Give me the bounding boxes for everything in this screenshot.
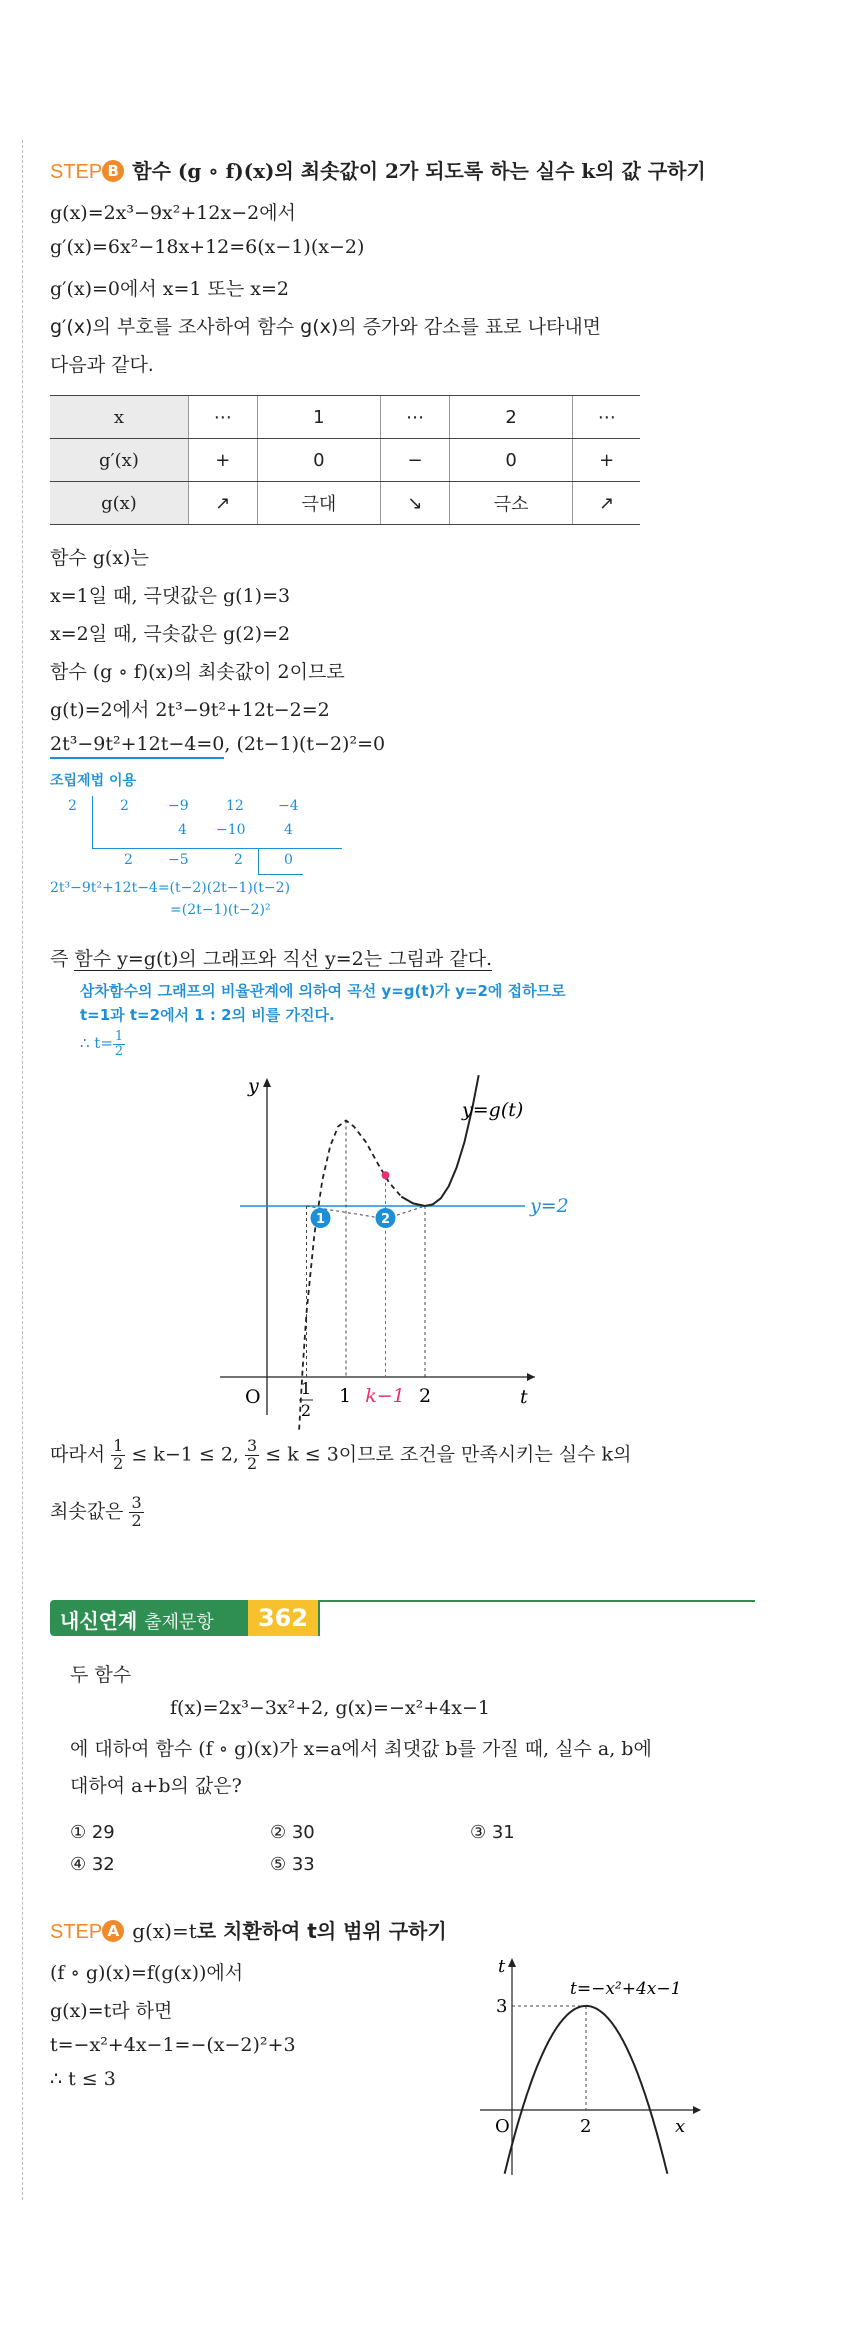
conclusion-text: 최솟값은 xyxy=(50,1500,124,1523)
x-axis-arrow xyxy=(693,2106,701,2114)
synthetic-cell: 4 xyxy=(178,822,187,838)
y-axis-label: y xyxy=(248,1075,259,1097)
hint-line xyxy=(80,1030,125,1058)
equation-rest: , (2t−1)(t−2)²=0 xyxy=(224,733,386,755)
tick-1: 1 xyxy=(338,1385,352,1407)
denominator: 2 xyxy=(113,1453,124,1473)
text-line: (f ∘ g)(x)=f(g(x))에서 xyxy=(50,1962,244,1984)
table-cell: 2 xyxy=(449,396,573,439)
table-cell: 극소 xyxy=(449,482,573,525)
step-badge: A xyxy=(102,1920,124,1942)
text-line: g′(x)의 부호를 조사하여 함수 g(x)의 증가와 감소를 표로 나타내면 xyxy=(50,316,602,338)
t-axis-arrow xyxy=(527,1373,535,1381)
text-line: 다음과 같다. xyxy=(50,354,154,376)
tick-3: 3 xyxy=(496,1996,508,2017)
table-cell: 1 xyxy=(257,396,381,439)
choice-2[interactable]: ② 30 xyxy=(270,1822,315,1843)
text-line: x=1일 때, 극댓값은 g(1)=3 xyxy=(50,585,291,607)
conclusion-text: ≤ k ≤ 3이므로 조건을 만족시키는 실수 k의 xyxy=(265,1443,632,1466)
table-cell: ↘ xyxy=(381,482,450,525)
table-cell: + xyxy=(188,439,257,482)
choice-5[interactable]: ⑤ 33 xyxy=(270,1854,315,1875)
choice-1[interactable]: ① 29 xyxy=(70,1822,115,1843)
step-label: STEP xyxy=(50,161,103,183)
synthetic-bar xyxy=(92,796,93,848)
step-title: 함수 (g ∘ f)(x)의 최솟값이 2가 되도록 하는 실수 k의 값 구하기 xyxy=(132,159,706,183)
synthetic-cell: −4 xyxy=(278,798,299,814)
table-cell: ↗ xyxy=(573,482,640,525)
step-title-math: g(x)=t xyxy=(132,1919,197,1943)
step-b-heading xyxy=(50,155,706,184)
factor-line: =(2t−1)(t−2)² xyxy=(170,902,271,918)
table-cell: ⋯ xyxy=(573,396,640,439)
fraction xyxy=(113,1030,125,1058)
t-axis-label: t xyxy=(520,1386,528,1408)
denominator: 2 xyxy=(247,1453,258,1473)
conclusion-line xyxy=(50,1495,144,1530)
synthetic-cell: 2 xyxy=(120,798,129,814)
synthetic-cell: −10 xyxy=(216,822,246,838)
problem-line: 대하여 a+b의 값은? xyxy=(70,1775,242,1797)
text-line: g′(x)=0에서 x=1 또는 x=2 xyxy=(50,278,290,300)
fraction xyxy=(111,1438,125,1473)
increase-decrease-table xyxy=(50,395,640,525)
tangent-point-marker xyxy=(382,1171,390,1179)
underlined-equation: 2t³−9t²+12t−4=0 xyxy=(50,733,224,759)
table-cell: 0 xyxy=(257,439,381,482)
cubic-graph xyxy=(0,1060,844,1430)
step-a-heading xyxy=(50,1915,447,1944)
equation-line xyxy=(50,733,385,755)
text-line: x=2일 때, 극솟값은 g(2)=2 xyxy=(50,623,291,645)
text-line: t=−x²+4x−1=−(x−2)²+3 xyxy=(50,2034,296,2056)
point-marker-2-label: 2 xyxy=(380,1212,391,1227)
line-y2-label: y=2 xyxy=(530,1195,569,1217)
conclusion-text: ≤ k−1 ≤ 2, xyxy=(131,1443,239,1466)
synthetic-title: 조립제법 이용 xyxy=(50,773,137,789)
section-rule xyxy=(320,1600,755,1602)
graph1-axes xyxy=(220,1078,535,1415)
origin-label: O xyxy=(245,1386,261,1408)
table-cell: 극대 xyxy=(257,482,381,525)
choice-4[interactable]: ④ 32 xyxy=(70,1854,115,1875)
origin-label: O xyxy=(495,2116,510,2137)
denominator: 2 xyxy=(131,1510,142,1530)
cubic-curve-solid xyxy=(401,1075,478,1206)
synthetic-division xyxy=(50,796,320,876)
tick-half-num: 1 xyxy=(300,1379,312,1398)
parabola-graph xyxy=(460,1950,740,2180)
step-title: 로 치환하여 t의 범위 구하기 xyxy=(196,1919,447,1943)
t-axis-arrow xyxy=(508,1958,516,1967)
text-line: 함수 g(x)는 xyxy=(50,547,149,569)
table-cell: + xyxy=(573,439,640,482)
synthetic-cell: 12 xyxy=(226,798,244,814)
synthetic-rule xyxy=(92,848,342,849)
table-row xyxy=(50,396,640,439)
numerator: 3 xyxy=(131,1493,142,1512)
hint-line: 삼차함수의 그래프의 비율관계에 의하여 곡선 y=g(t)가 y=2에 접하므로 xyxy=(80,982,566,1000)
text-line: ∴ t ≤ 3 xyxy=(50,2068,116,2090)
table-row xyxy=(50,439,640,482)
factor-line: 2t³−9t²+12t−4=(t−2)(2t−1)(t−2) xyxy=(50,880,291,896)
synthetic-cell: −9 xyxy=(168,798,189,814)
table-cell: g(x) xyxy=(50,482,188,525)
synthetic-remainder-box xyxy=(258,848,303,875)
curve-label: y=g(t) xyxy=(462,1099,524,1121)
graph-note xyxy=(50,944,492,971)
numerator: 1 xyxy=(114,1029,124,1044)
tick-2: 2 xyxy=(418,1385,432,1407)
hint-line: t=1과 t=2에서 1 : 2의 비를 가진다. xyxy=(80,1006,335,1024)
table-cell: ↗ xyxy=(188,482,257,525)
table-cell: − xyxy=(381,439,450,482)
synthetic-divisor: 2 xyxy=(68,798,77,814)
problem-line: 두 함수 xyxy=(70,1664,132,1686)
step-label: STEP xyxy=(50,1921,103,1943)
synthetic-cell: −5 xyxy=(168,852,189,868)
graph-note-underlined: 함수 y=g(t)의 그래프와 직선 y=2는 그림과 같다. xyxy=(74,948,493,970)
tick-half-den: 2 xyxy=(300,1401,312,1420)
section-title xyxy=(60,1605,214,1634)
synthetic-cell: 4 xyxy=(284,822,293,838)
tick-k-minus-1: k−1 xyxy=(365,1385,405,1407)
synthetic-cell: 2 xyxy=(234,852,243,868)
synthetic-cell: 0 xyxy=(284,852,293,868)
conclusion-text: 따라서 xyxy=(50,1443,106,1466)
section-title-main: 내신연계 xyxy=(60,1609,138,1633)
text-line: g(x)=2x³−9x²+12x−2에서 xyxy=(50,202,296,224)
table-cell: g′(x) xyxy=(50,439,188,482)
guide-lines xyxy=(307,1121,426,1378)
text-line: g(t)=2에서 2t³−9t²+12t−2=2 xyxy=(50,699,330,721)
table-cell: 0 xyxy=(449,439,573,482)
problem-line: 에 대하여 함수 (f ∘ g)(x)가 x=a에서 최댓값 b를 가질 때, 실수 a, b에 xyxy=(70,1738,652,1760)
tick-2: 2 xyxy=(580,2116,592,2137)
step-badge: B xyxy=(102,160,124,182)
fraction xyxy=(245,1438,259,1473)
table-cell: ⋯ xyxy=(381,396,450,439)
section-subtitle: 출제문항 xyxy=(144,1612,214,1633)
point-marker-1-label: 1 xyxy=(315,1212,326,1227)
choice-3[interactable]: ③ 31 xyxy=(470,1822,515,1843)
denominator: 2 xyxy=(114,1043,124,1059)
problem-number: 362 xyxy=(248,1600,318,1636)
table-cell: ⋯ xyxy=(188,396,257,439)
fraction xyxy=(129,1495,143,1530)
section-header xyxy=(50,1600,755,1640)
table-cell: x xyxy=(50,396,188,439)
numerator: 3 xyxy=(247,1436,258,1455)
t-axis-label: t xyxy=(498,1956,506,1977)
conclusion-line xyxy=(50,1438,631,1473)
parabola-label: t=−x²+4x−1 xyxy=(570,1979,682,1999)
x-axis-label: x xyxy=(675,2116,686,2137)
graph-note-prefix: 즉 xyxy=(50,948,75,970)
text-line: 함수 (g ∘ f)(x)의 최솟값이 2이므로 xyxy=(50,661,345,683)
synthetic-cell: 2 xyxy=(124,852,133,868)
problem-functions: f(x)=2x³−3x²+2, g(x)=−x²+4x−1 xyxy=(170,1697,490,1719)
text-line: g(x)=t라 하면 xyxy=(50,2000,173,2022)
text-line: g′(x)=6x²−18x+12=6(x−1)(x−2) xyxy=(50,236,365,258)
hint-therefore: ∴ t= xyxy=(80,1034,113,1053)
numerator: 1 xyxy=(113,1436,124,1455)
table-row xyxy=(50,482,640,525)
y-axis-arrow xyxy=(263,1078,271,1087)
